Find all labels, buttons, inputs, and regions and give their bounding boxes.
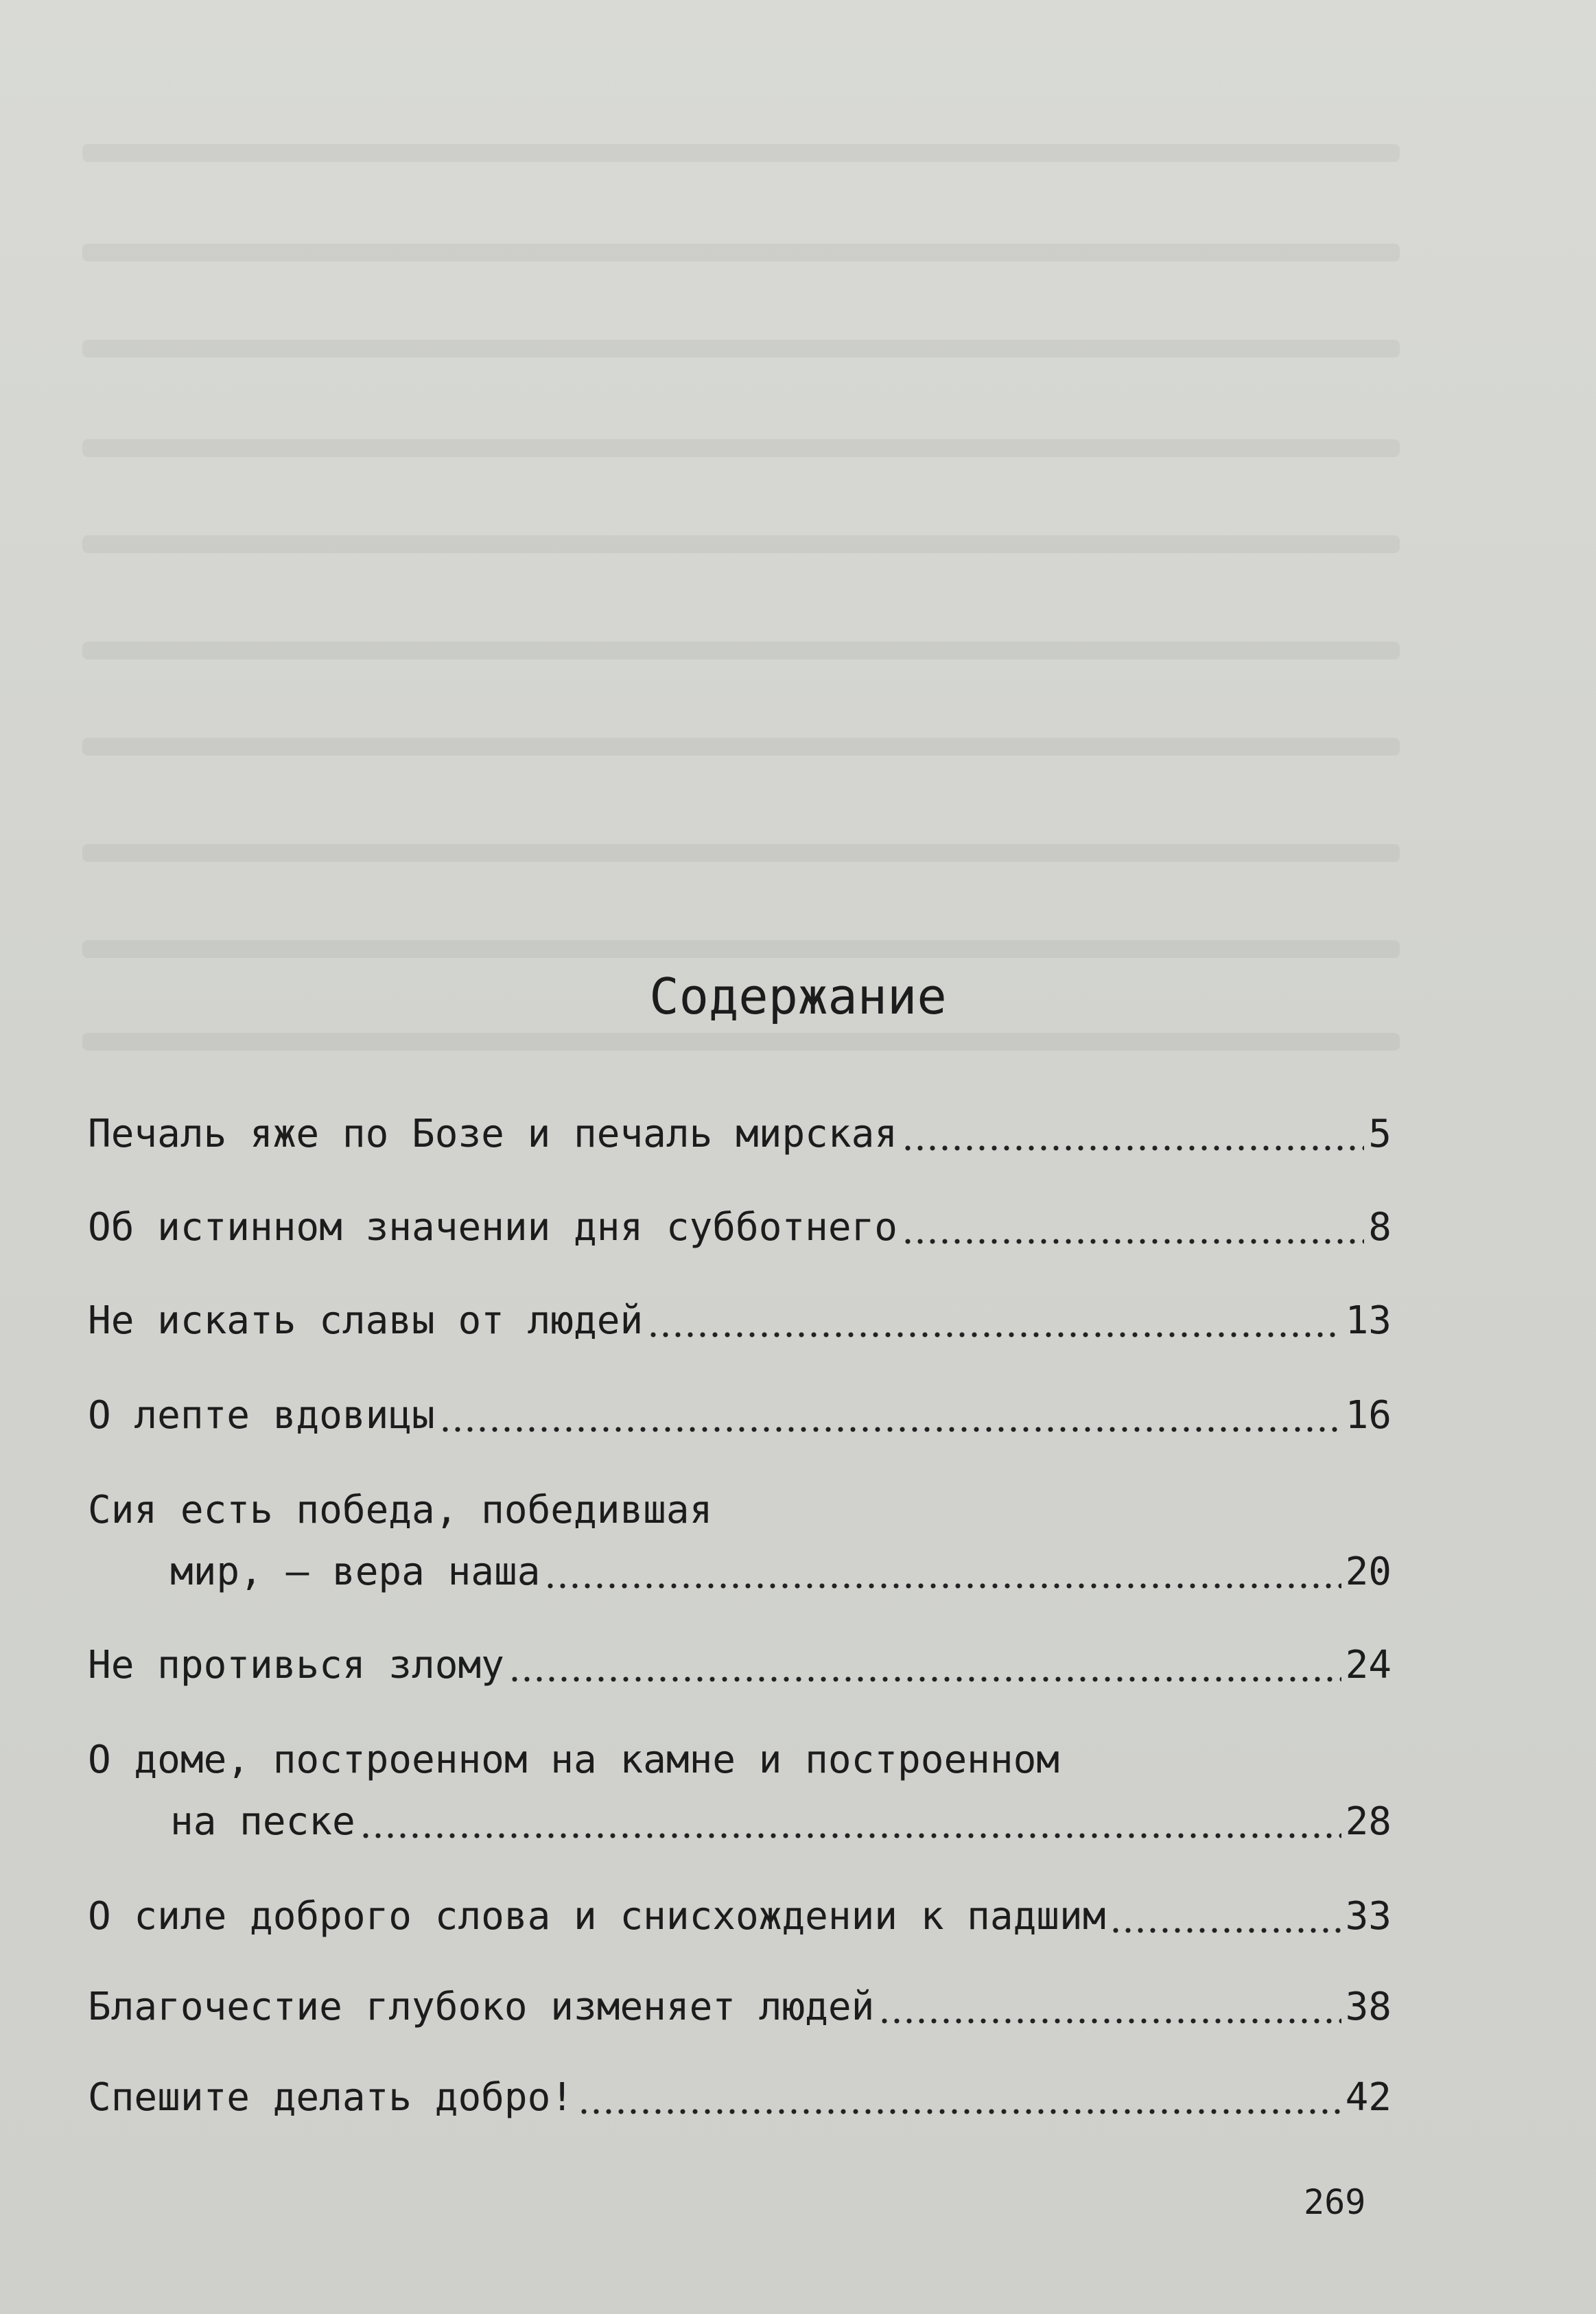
entry-page-number: 33 — [1345, 1894, 1392, 1939]
entry-title: Не противься злому — [88, 1643, 504, 1687]
toc-entry — [88, 1643, 1392, 1698]
entry-page-number: 38 — [1345, 1985, 1392, 2029]
entry-page-number: 28 — [1345, 1799, 1392, 1844]
dot-leader — [1110, 1927, 1341, 1934]
bleed-through-line — [82, 738, 1400, 756]
entry-page-number: 13 — [1345, 1298, 1392, 1343]
toc-entry — [88, 1985, 1392, 2040]
entry-page-number: 16 — [1345, 1393, 1392, 1438]
dot-leader — [647, 1331, 1341, 1338]
bleed-through-line — [82, 244, 1400, 261]
toc-entry — [88, 1112, 1392, 1167]
dot-leader — [360, 1832, 1341, 1839]
entry-title: Об истинном значении дня субботнего — [88, 1205, 898, 1250]
entry-page-number: 42 — [1345, 2075, 1392, 2120]
dot-leader — [508, 1676, 1341, 1683]
page-number: 269 — [1304, 2182, 1366, 2222]
entry-title: мир, — вера наша — [170, 1550, 541, 1594]
entry-title: Печаль яже по Бозе и печаль мирская — [88, 1112, 898, 1156]
entry-title-first-line: Сия есть победа, победившая — [88, 1488, 713, 1532]
dot-leader — [878, 2018, 1341, 2024]
bleed-through-line — [82, 1033, 1400, 1051]
dot-leader — [544, 1582, 1341, 1589]
bleed-through-line — [82, 940, 1400, 958]
dot-leader — [439, 1426, 1341, 1433]
entry-page-number: 5 — [1368, 1112, 1392, 1156]
toc-entry — [88, 1298, 1392, 1353]
entry-page-number: 8 — [1368, 1205, 1392, 1250]
bleed-through-line — [82, 144, 1400, 162]
toc-entry — [88, 1205, 1392, 1260]
dot-leader — [902, 1238, 1364, 1245]
toc-entry — [88, 1393, 1392, 1448]
toc-heading: Содержание — [649, 968, 947, 1025]
entry-title: на песке — [170, 1799, 355, 1844]
entry-page-number: 20 — [1345, 1550, 1392, 1594]
bleed-through-line — [82, 340, 1400, 358]
bleed-through-line — [82, 642, 1400, 659]
entry-title: О лепте вдовицы — [88, 1393, 435, 1438]
toc-entry — [88, 1488, 1392, 1604]
entry-page-number: 24 — [1345, 1643, 1392, 1687]
entry-title-first-line: О доме, построенном на камне и построенном — [88, 1738, 1060, 1782]
entry-title: Спешите делать добро! — [88, 2075, 574, 2120]
entry-title: Благочестие глубоко изменяет людей — [88, 1985, 875, 2029]
bleed-through-line — [82, 439, 1400, 457]
bleed-through-line — [82, 844, 1400, 862]
entry-title: О силе доброго слова и снисхождении к падшим — [88, 1894, 1106, 1939]
toc-entry — [88, 1738, 1392, 1854]
entry-title: Не искать славы от людей — [88, 1298, 644, 1343]
toc-entry — [88, 1894, 1392, 1949]
bleed-through-line — [82, 535, 1400, 553]
dot-leader — [578, 2108, 1341, 2115]
toc-entry — [88, 2075, 1392, 2130]
dot-leader — [902, 1145, 1364, 1152]
